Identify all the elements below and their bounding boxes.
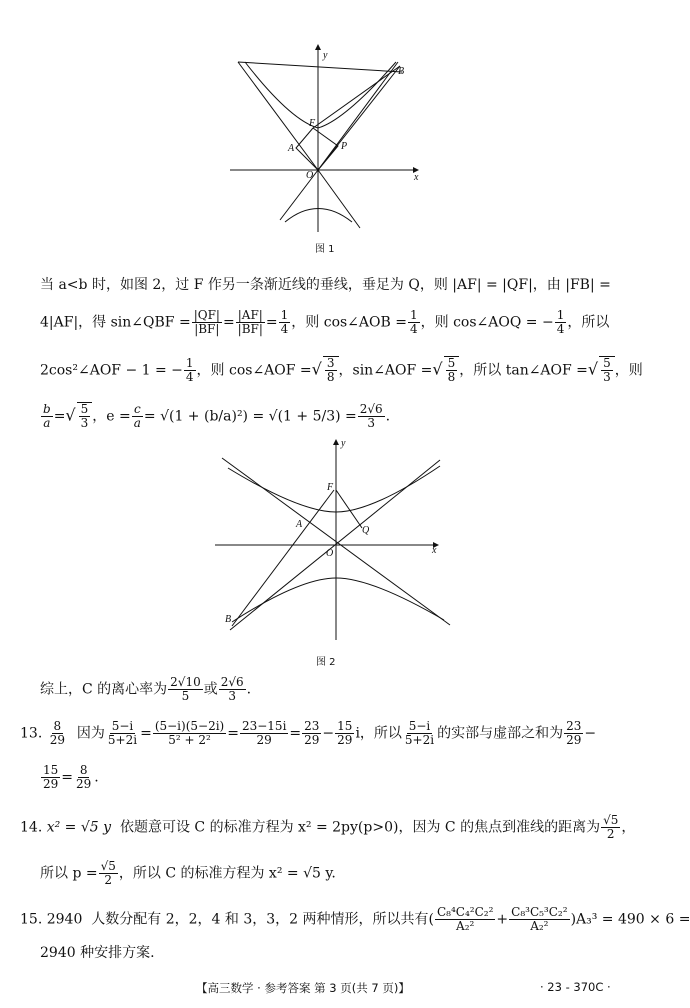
frac-num: b [43, 402, 51, 416]
frac-den: 4 [280, 322, 289, 336]
frac-num: 2√10 [170, 675, 201, 689]
para1-line1: 当 a<b 时，如图 2，过 F 作另一条渐近线的垂线，垂足为 Q，则 |AF| = |QF|，由 |FB| = [40, 277, 611, 293]
footer-center: 【高三数学 · 参考答案 第 3 页(共 7 页)】 [196, 981, 410, 995]
fig1-label-O: O [306, 170, 314, 181]
q13-end: . [94, 769, 99, 786]
q13-t4: − [584, 725, 597, 742]
fig1-label-x: x [414, 172, 419, 183]
frac-num: 1 [409, 308, 418, 322]
footer-right: · 23 - 370C · [540, 980, 611, 994]
frac-num: 23−15i [241, 719, 287, 733]
frac-num: 15 [43, 763, 59, 777]
q13-line2 [40, 764, 99, 791]
frac-den: 3 [367, 416, 376, 430]
fig1-segment-OB [318, 66, 400, 170]
frac-den: 29 [49, 733, 65, 747]
eq: = [289, 725, 302, 742]
fig2-label-B: B [225, 614, 232, 625]
p1-end: . [385, 408, 391, 425]
frac-den: 3 [603, 370, 611, 384]
frac-num: C₈⁴C₄²C₂² [436, 905, 494, 919]
frac-den: 29 [256, 733, 272, 747]
frac-den: 2 [606, 827, 615, 841]
frac-num: 23 [304, 719, 320, 733]
fig1-label-P: P [341, 141, 348, 152]
summary-pre: 综上，C 的离心率为 [40, 681, 168, 698]
frac-num: |AF| [237, 308, 263, 322]
frac-1-4-a [279, 309, 291, 336]
frac-den: |BF| [194, 322, 220, 336]
q14-t2: ， [621, 819, 636, 836]
frac-den: 4 [409, 322, 418, 336]
frac-num: c [133, 402, 141, 416]
summary-end: . [246, 681, 252, 698]
frac-den: A₂² [456, 919, 475, 933]
summary-or: 或 [203, 681, 218, 698]
q13-f5 [335, 720, 354, 747]
fig1-asymptote-1 [238, 62, 402, 72]
p1-l2-b: ，则 cos∠AOB = [291, 314, 407, 331]
q13-t3: 的实部与虚部之和为 [437, 725, 564, 742]
frac-den: 29 [304, 733, 320, 747]
p1-l2-d: ，所以 [567, 314, 610, 331]
frac-num: 5 [447, 356, 456, 370]
frac-5-8 [446, 357, 458, 384]
frac-num: 8 [53, 719, 62, 733]
frac-num: 5 [80, 402, 89, 416]
fig2-label-A: A [296, 519, 303, 530]
frac-num: 2√6 [220, 675, 244, 689]
p1-l2-a: 4|AF|，得 sin∠QBF = [40, 314, 191, 331]
frac-den: a [43, 416, 51, 430]
frac-den: 29 [76, 777, 92, 791]
frac-3-8 [325, 357, 337, 384]
q13-f7 [564, 720, 583, 747]
frac-num: 5−i [111, 719, 134, 733]
q14-answer: x² = √5 y [46, 819, 112, 836]
q13-number: 13. [20, 725, 43, 742]
q15-g1 [435, 906, 495, 933]
frac-num: |QF| [193, 308, 220, 322]
q14-number: 14. [20, 819, 43, 836]
minus: − [322, 725, 335, 742]
p1-l2-c: ，则 cos∠AOQ = − [420, 314, 554, 331]
q13-line1 [20, 720, 596, 747]
frac-num: 5−i [408, 719, 431, 733]
frac-2sqrt10-5 [168, 676, 203, 703]
q15-t2: )A₃³ = 490 × 6 = [570, 911, 690, 928]
frac-num: C₈³C₅³C₂² [511, 905, 568, 919]
eq: = [53, 408, 66, 425]
figure-2-caption: 图 2 [316, 657, 336, 668]
frac-den: a [133, 416, 141, 430]
figure-1-caption: 图 1 [315, 244, 335, 255]
frac-QF-BF [192, 309, 222, 336]
frac-num: 3 [326, 356, 335, 370]
frac-den: 4 [556, 322, 565, 336]
frac-5-3-b [79, 403, 91, 430]
eq: = [227, 725, 239, 742]
q13-t2: i，所以 [355, 725, 402, 742]
q14-l2a: 所以 p = [40, 865, 98, 882]
fig2-label-y: y [341, 438, 346, 449]
frac-1-4-d [184, 357, 196, 384]
figure-2-graph [0, 430, 653, 660]
frac-den: 29 [566, 733, 582, 747]
p1-l3-a: 2cos²∠AOF − 1 = − [40, 362, 183, 379]
frac-AF-BF [236, 309, 265, 336]
fig2-label-Q: Q [362, 525, 370, 536]
q13-f9 [74, 764, 93, 791]
fig1-label-B: B [398, 66, 405, 77]
fig1-asymptote-2-line [280, 62, 398, 220]
frac-num: √5 [100, 859, 116, 873]
frac-den: 2 [104, 873, 113, 887]
fig2-hyperbola-upper [228, 466, 440, 512]
frac-c-a [132, 403, 143, 430]
fig2-label-O: O [326, 548, 334, 559]
frac-den: 5² + 2² [168, 733, 211, 747]
frac-den: 29 [337, 733, 353, 747]
frac-den: A₂² [530, 919, 549, 933]
frac-5-3 [601, 357, 613, 384]
q13-t1: 因为 [76, 725, 105, 742]
frac-b-a [41, 403, 53, 430]
frac-den: |BF| [237, 322, 263, 336]
p1-l4-e: ，e = [92, 408, 131, 425]
frac-den: 4 [185, 370, 194, 384]
frac-den: 3 [80, 416, 89, 430]
q15-answer: 2940 [46, 911, 83, 928]
frac-num: (5−i)(5−2i) [154, 719, 225, 733]
frac-num: 1 [280, 308, 289, 322]
frac-den: 5+2i [107, 733, 138, 747]
eq: = [140, 725, 152, 742]
q13-f3 [240, 720, 288, 747]
q15-t1: 人数分配有 2，2，4 和 3，3，2 两种情形，所以共有( [91, 911, 434, 928]
frac-num: 1 [185, 356, 194, 370]
fig2-label-F: F [327, 482, 334, 493]
p1-l4-mid: = √(1 + (b/a)²) = √(1 + 5/3) = [143, 408, 357, 425]
frac-num: 23 [566, 719, 582, 733]
q14-l2b: ，所以 C 的标准方程为 x² = √5 y. [118, 865, 336, 882]
q13-f8 [41, 764, 60, 791]
frac-num: 8 [79, 763, 88, 777]
para1-line2: 4|AF|，得 sin∠QBF = $\frac{|QF|}{|BF|}$ = $\frac{|AF|}{|BF|}$ = $\frac{1}{4}$ ，则 cos∠AOB = $\frac{1}{4}$ ，则 cos∠AOQ = − $\frac{1}{4}$ ，所以 [40, 308, 610, 336]
q13-answer [48, 720, 67, 747]
frac-1-4-b [408, 309, 420, 336]
frac-den: 5 [181, 689, 190, 703]
q13-f6 [403, 720, 436, 747]
p1-l3-b: ，则 cos∠AOF = [196, 362, 312, 379]
q15-g2 [509, 906, 569, 933]
q15-line2: 2940 种安排方案. [40, 945, 155, 961]
figure-1-graph [0, 0, 653, 250]
para1-line4: $\frac{b}{a}$ =√ $\frac{5}{3}$ ，e = $\frac{c}{a}$ = √(1 + (b/a)²) = √(1 + 5/3) = $\frac{2√6}{3}$ . [43, 402, 391, 430]
fig1-label-y: y [323, 50, 328, 61]
frac-num: 1 [556, 308, 565, 322]
fig1-segment-FA-O [296, 128, 318, 170]
fig1-label-A: A [288, 143, 295, 154]
fig2-hyperbola-lower [232, 578, 444, 622]
q14-frac-sqrt5-2 [601, 814, 620, 841]
frac-den: 29 [43, 777, 59, 791]
q13-f1 [106, 720, 139, 747]
para1-line3: 2cos²∠AOF − 1 = − $\frac{1}{4}$ ，则 cos∠AOF =√ $\frac{3}{8}$ ，sin∠AOF =√ $\frac{5}{8}$ ，所以 tan∠AOF =√ $\frac{5}{3}$ ，则 [40, 356, 643, 384]
frac-den: 8 [447, 370, 456, 384]
q14-line2 [40, 860, 336, 887]
summary-line [40, 676, 251, 703]
p1-l3-d: ，所以 tan∠AOF = [459, 362, 588, 379]
plus: + [496, 911, 509, 928]
fig2-label-x: x [432, 545, 437, 556]
frac-num: √5 [603, 813, 619, 827]
frac-den: 8 [326, 370, 335, 384]
q14-frac-p [99, 860, 118, 887]
frac-num: 5 [603, 356, 611, 370]
q13-f2 [153, 720, 226, 747]
p1-l3-e: ，则 [614, 362, 643, 379]
frac-den: 5+2i [404, 733, 435, 747]
frac-2sqrt6-3 [358, 403, 385, 430]
frac-1-4-c [555, 309, 567, 336]
q14-line1 [20, 814, 635, 841]
q15-number: 15. [20, 911, 43, 928]
p1-l3-c: ，sin∠AOF = [338, 362, 433, 379]
frac-2sqrt6-3-b [219, 676, 246, 703]
q13-f4 [302, 720, 321, 747]
fig1-label-F: F [309, 118, 316, 129]
q15-line1 [20, 906, 690, 933]
frac-num: 2√6 [359, 402, 383, 416]
q14-t1: 依题意可设 C 的标准方程为 x² = 2py(p>0)，因为 C 的焦点到准线的距离为 [119, 819, 601, 836]
eq: = [61, 769, 74, 786]
frac-num: 15 [337, 719, 353, 733]
frac-den: 3 [228, 689, 237, 703]
